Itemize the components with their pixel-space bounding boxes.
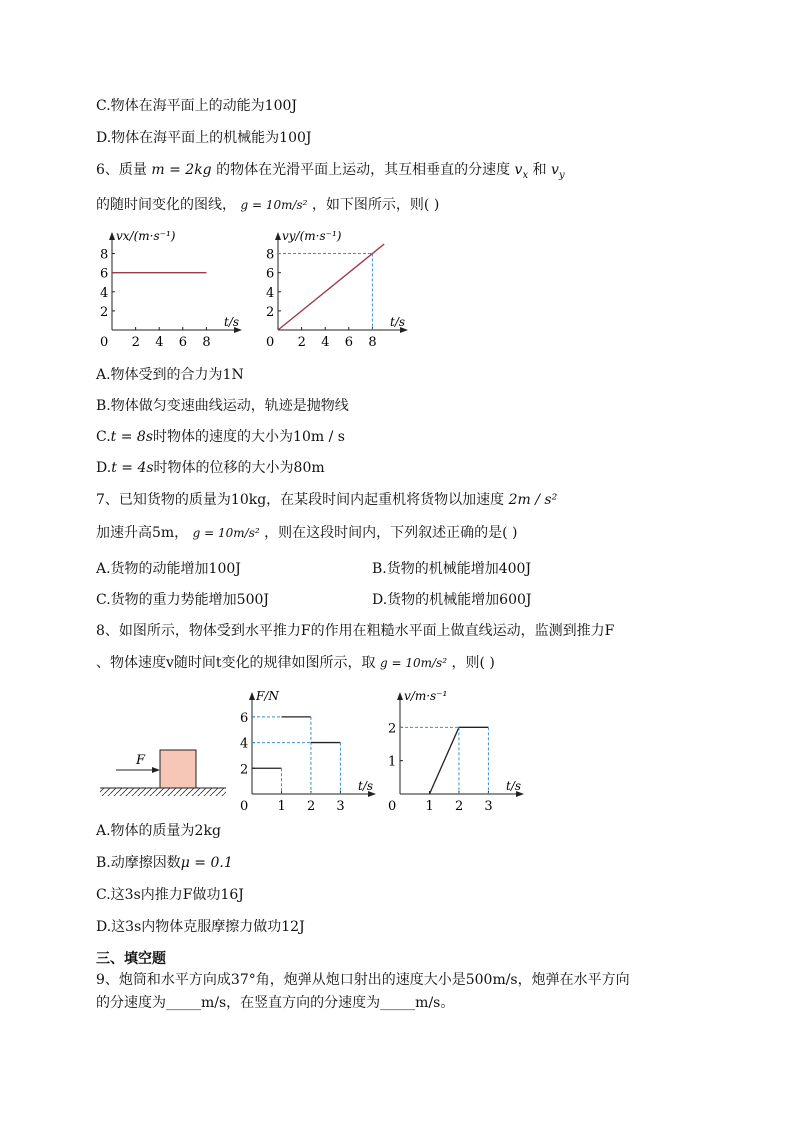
x-tick-label: 0 xyxy=(100,335,109,350)
q6-option-b: B.物体做匀变速曲线运动，轨迹是抛物线 xyxy=(96,398,349,414)
q6-option-d-text: 时物体的位移的大小为80m xyxy=(153,460,325,476)
q6-stem-line1 xyxy=(96,161,565,185)
x-tick-label: 1 xyxy=(277,799,286,812)
q6-option-c-text: 时物体的速度的大小为10m / s xyxy=(153,429,345,445)
y-tick-label: 2 xyxy=(240,762,249,778)
q8-gravity-formula: g = 10m/s² xyxy=(380,656,448,670)
q7-stem-line1 xyxy=(96,491,557,509)
x-tick-label: 1 xyxy=(425,799,434,812)
q8-option-b-formula: μ = 0.1 xyxy=(180,855,233,871)
y-tick-label: 2 xyxy=(100,304,109,320)
x-tick-label: 2 xyxy=(454,799,464,812)
x-tick-label: 8 xyxy=(368,335,377,350)
x-tick-label: 0 xyxy=(388,799,397,812)
q8-stem-text: ，则( ) xyxy=(451,655,495,671)
q8-option-c: C.这3s内推力F做功16J xyxy=(96,887,244,903)
q8-force-chart xyxy=(232,684,382,812)
x-tick-label: 6 xyxy=(178,335,188,350)
q6-stem-line2 xyxy=(96,196,439,214)
x-axis-label: t/s xyxy=(224,315,240,329)
q8-stem-text: 、物体速度v随时间t变化的规律如图所示，取 xyxy=(96,655,376,671)
force-arrowhead xyxy=(152,767,160,773)
section-title: 三、填空题 xyxy=(96,951,166,967)
x-tick-label: 0 xyxy=(266,335,275,350)
x-axis-label: t/s xyxy=(358,779,374,793)
q7-acceleration: 2m / s² xyxy=(508,492,558,508)
y-tick-label: 4 xyxy=(266,285,275,301)
x-axis-label: t/s xyxy=(506,779,522,793)
q6-option-c-formula: t = 8s xyxy=(110,429,154,445)
y-tick-label: 4 xyxy=(240,736,249,752)
q6-and: 和 xyxy=(532,162,547,178)
q5-option-d: D.物体在海平面上的机械能为100J xyxy=(96,130,312,146)
q8-stem-line1: 8、如图所示，物体受到水平推力F的作用在粗糙水平面上做直线运动，监测到推力F xyxy=(96,623,615,639)
q7-stem-text: ，则在这段时间内，下列叙述正确的是( ) xyxy=(264,525,518,541)
q8-option-a: A.物体的质量为2kg xyxy=(96,823,221,839)
x-tick-label: 8 xyxy=(202,335,211,350)
y-tick-label: 6 xyxy=(100,266,109,282)
y-tick-label: 8 xyxy=(100,247,109,263)
q6-option-c-prefix: C. xyxy=(96,429,111,445)
q7-option-c: C.货物的重力势能增加500J xyxy=(96,592,269,608)
q9-line2: 的分速度为_____m/s，在竖直方向的分速度为_____m/s。 xyxy=(96,995,455,1011)
q5-option-c: C.物体在海平面上的动能为100J xyxy=(96,98,297,114)
q6-option-a: A.物体受到的合力为1N xyxy=(96,367,244,383)
q6-stem-text: 6、质量 xyxy=(96,162,147,178)
x-tick-label: 2 xyxy=(306,799,316,812)
q6-option-d-formula: t = 4s xyxy=(111,460,154,476)
q7-stem-text: 7、已知货物的质量为10kg，在某段时间内起重机将货物以加速度 xyxy=(96,492,505,508)
x-tick-label: 0 xyxy=(240,799,249,812)
q7-stem-text: 加速升高5m， xyxy=(96,525,189,541)
q8-option-b xyxy=(96,854,233,872)
q7-stem-line2 xyxy=(96,524,518,542)
q6-stem-text: 的物体在光滑平面上运动，其互相垂直的分速度 xyxy=(216,162,511,178)
q6-vy-chart xyxy=(250,224,410,360)
q6-vx-chart xyxy=(90,224,250,360)
force-label: F xyxy=(136,753,146,768)
q6-vy-symbol: v xyxy=(551,162,559,178)
q7-option-b: B.货物的机械能增加400J xyxy=(372,561,532,577)
q6-gravity-formula: g = 10m/s² xyxy=(240,198,308,212)
x-tick-label: 4 xyxy=(321,335,330,350)
q8-option-b-text: B.动摩擦因数 xyxy=(96,855,181,871)
y-tick-label: 6 xyxy=(240,710,249,726)
ground-hatch xyxy=(100,788,226,796)
q6-option-d-prefix: D. xyxy=(96,460,112,476)
y-tick-label: 2 xyxy=(388,721,397,737)
y-axis-arrow xyxy=(275,232,281,240)
y-axis-arrow xyxy=(249,692,255,700)
q8-stem-line2 xyxy=(96,654,495,672)
y-axis-arrow xyxy=(109,232,115,240)
q6-stem-text: 的随时间变化的图线， xyxy=(96,197,236,213)
x-axis-label: t/s xyxy=(390,315,406,329)
y-axis-label: vx/(m·s⁻¹) xyxy=(116,229,176,243)
y-tick-label: 1 xyxy=(388,754,397,770)
q8-option-d: D.这3s内物体克服摩擦力做功12J xyxy=(96,919,305,935)
y-axis-label: F/N xyxy=(256,689,279,703)
block xyxy=(160,750,196,788)
y-axis-label: vy/(m·s⁻¹) xyxy=(282,229,342,243)
q6-vx-symbol: v xyxy=(514,162,523,178)
q7-gravity-formula: g = 10m/s² xyxy=(192,526,260,540)
x-tick-label: 2 xyxy=(131,335,140,350)
y-tick-label: 6 xyxy=(266,266,275,282)
y-tick-label: 8 xyxy=(266,247,275,263)
y-axis-arrow xyxy=(397,692,403,700)
q6-stem-text: ，如下图所示，则( ) xyxy=(311,197,440,213)
q6-option-c xyxy=(96,428,345,446)
x-tick-label: 3 xyxy=(336,799,345,812)
x-tick-label: 6 xyxy=(344,335,354,350)
x-tick-label: 4 xyxy=(155,335,164,350)
y-tick-label: 4 xyxy=(100,285,109,301)
q6-vx-subscript: x xyxy=(522,169,529,181)
q7-option-d: D.货物的机械能增加600J xyxy=(372,592,532,608)
q6-mass-formula: m = 2kg xyxy=(151,162,212,178)
q9-line1: 9、炮筒和水平方向成37°角，炮弹从炮口射出的速度大小是500m/s，炮弹在水平方向 xyxy=(96,972,630,988)
q8-block-diagram xyxy=(98,740,230,802)
q6-vy-subscript: y xyxy=(558,169,565,181)
x-tick-label: 3 xyxy=(484,799,493,812)
q8-velocity-chart xyxy=(382,684,532,812)
vy-series-line xyxy=(278,244,384,330)
q7-option-a: A.货物的动能增加100J xyxy=(96,561,241,577)
y-axis-label: v/m·s⁻¹ xyxy=(404,689,448,703)
y-tick-label: 2 xyxy=(266,304,275,320)
x-tick-label: 2 xyxy=(297,335,306,350)
q6-option-d xyxy=(96,459,325,477)
